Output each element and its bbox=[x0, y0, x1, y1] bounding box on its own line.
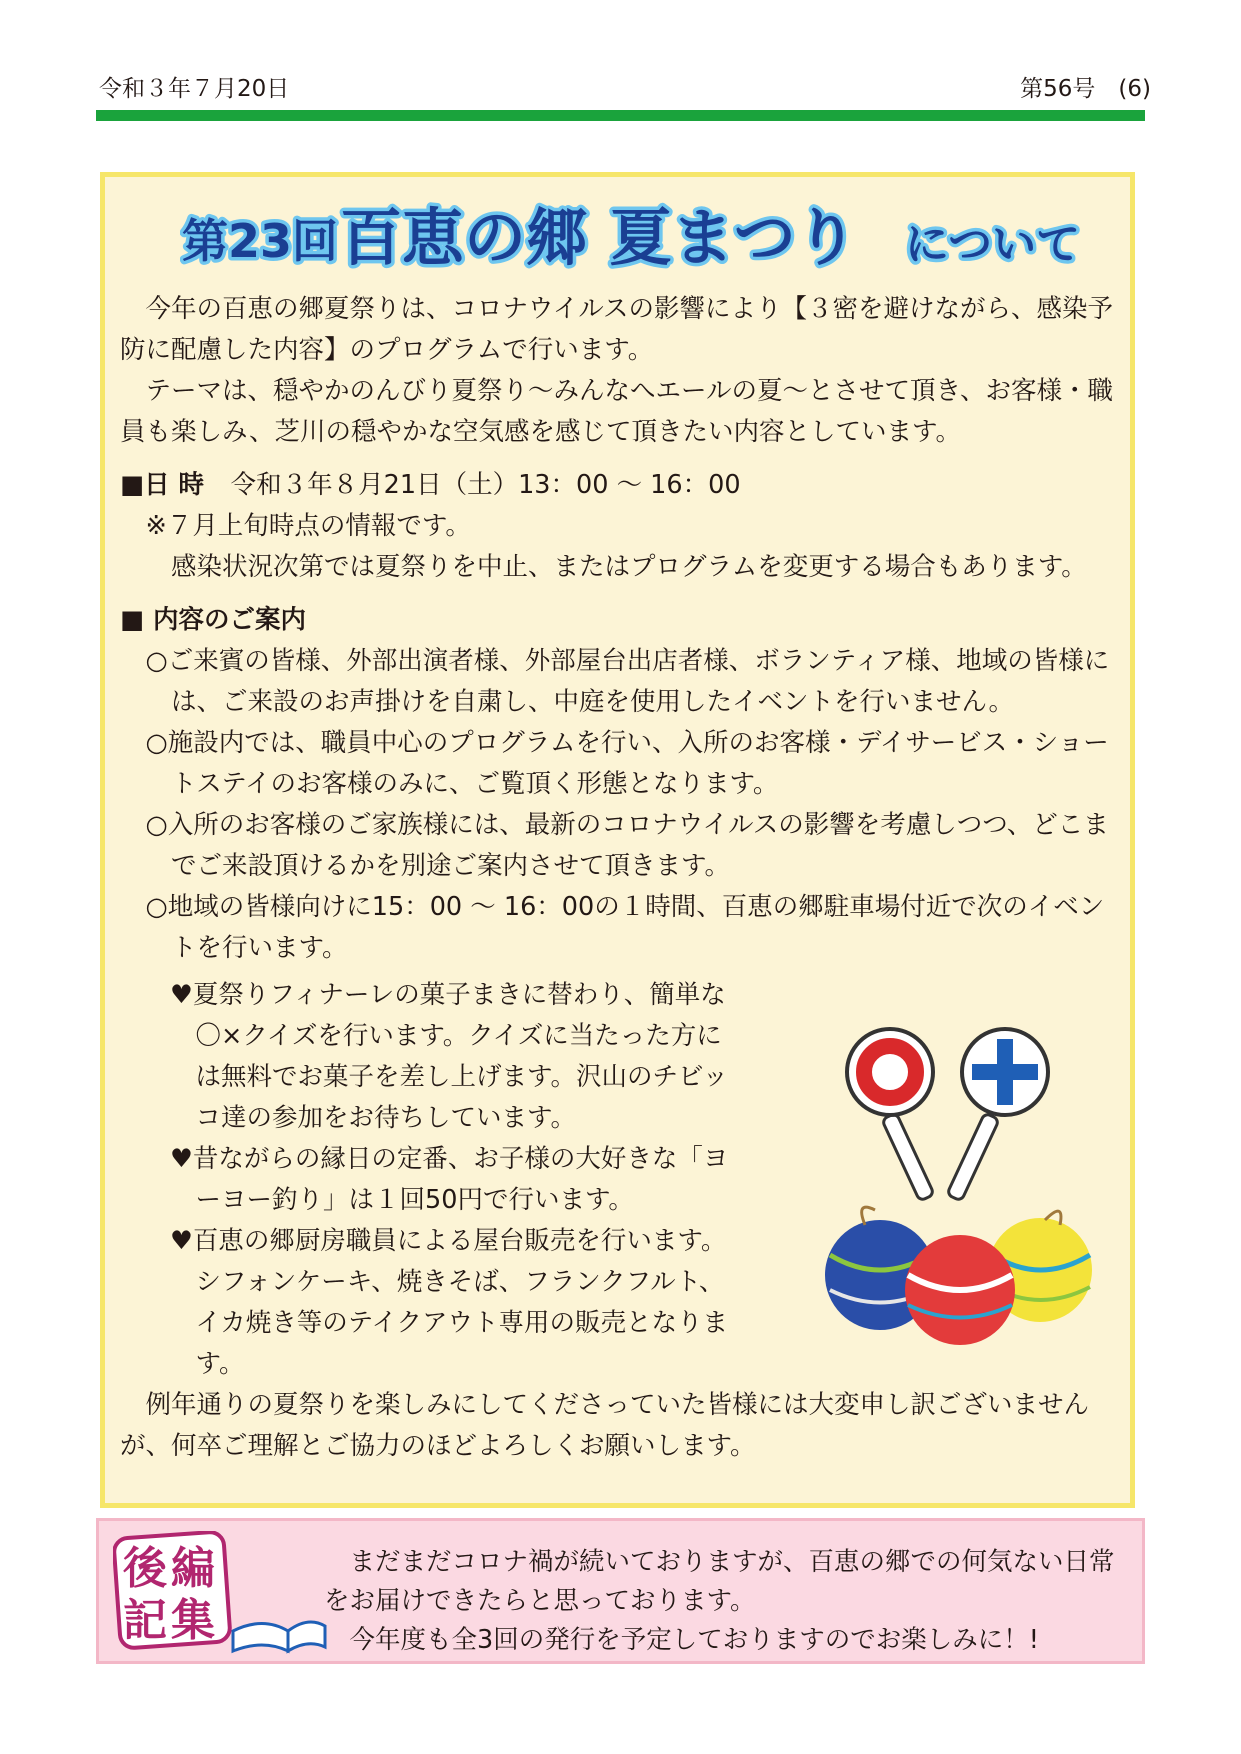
contents-item-1: ○ご来賓の皆様、外部出演者様、外部屋台出店者様、ボランティア様、地域の皆様には、ご来設のお声掛けを自粛し、中庭を使用したイベントを行いません。 bbox=[145, 646, 1110, 717]
event-list bbox=[120, 975, 730, 1385]
contents-item-4: ○地域の皆様向けに15：00 ～ 16：00の１時間、百恵の郷駐車場付近で次のイベントを行います。 bbox=[145, 892, 1105, 963]
datetime-note-2: 感染状況次第では夏祭りを中止、またはプログラムを変更する場合もあります。 bbox=[171, 552, 1087, 582]
title-part2: 百恵の郷 夏まつり bbox=[340, 201, 858, 274]
summer-festival-notice bbox=[100, 172, 1135, 1508]
event-item-1: ♥夏祭りフィナーレの菓子まきに替わり、簡単な〇×クイズを行います。クイズに当たった方には無料でお菓子を差し上げます。沢山のチビッコ達の参加をお待ちしています。 bbox=[170, 980, 728, 1133]
contents-item-2: ○施設内では、職員中心のプログラムを行い、入所のお客様・デイサービス・ショートステイのお客様のみに、ご覧頂く形態となります。 bbox=[145, 728, 1109, 799]
badge-char-3: 記 bbox=[123, 1595, 167, 1646]
title-part1: 第23回 bbox=[182, 214, 339, 268]
editors-note-badge bbox=[113, 1531, 333, 1657]
cross-paddle-icon bbox=[947, 1029, 1048, 1201]
event-item-3: ♥百恵の郷厨房職員による屋台販売を行います。シフォンケーキ、焼きそば、フランクフルト、イカ焼き等のテイクアウト専用の販売となります。 bbox=[170, 1226, 728, 1379]
contents-item-3: ○入所のお客様のご家族様には、最新のコロナウイルスの影響を考慮しつつ、どこまでご来設頂けるかを別途ご案内させて頂きます。 bbox=[145, 810, 1109, 881]
intro-paragraph-2: テーマは、穏やかのんびり夏祭り～みんなへエールの夏～とさせて頂き、お客様・職員も楽しみ、芝川の穏やかな空気感を感じて頂きたい内容としています。 bbox=[120, 376, 1113, 447]
issue-date: 令和３年７月20日 bbox=[99, 76, 290, 102]
quiz-paddles-illustration bbox=[845, 1017, 1065, 1217]
editors-note-line-1: まだまだコロナ禍が続いておりますが、百恵の郷での何気ない日常をお届けできたらと思っております。 bbox=[324, 1547, 1115, 1616]
title-part3: について bbox=[905, 219, 1080, 270]
circle-paddle-icon bbox=[847, 1029, 934, 1201]
notice-title-svg bbox=[180, 187, 1080, 297]
editors-note-text bbox=[324, 1543, 1124, 1660]
event-item-2: ♥昔ながらの縁日の定番、お子様の大好きな「ヨーヨー釣り」は１回50円で行います。 bbox=[170, 1144, 729, 1215]
header-rule bbox=[96, 110, 1145, 121]
water-balloon-icon bbox=[825, 1207, 1092, 1345]
badge-char-2: 編 bbox=[171, 1543, 215, 1594]
badge-char-1: 後 bbox=[123, 1543, 167, 1594]
contents-heading: ■ 内容のご案内 bbox=[120, 605, 306, 635]
datetime-note-1: ※７月上旬時点の情報です。 bbox=[145, 511, 471, 541]
badge-char-4: 集 bbox=[171, 1595, 215, 1646]
water-balloons-illustration bbox=[805, 1195, 1105, 1355]
issue-number: 第56号 (6) bbox=[1020, 76, 1151, 102]
datetime-label: ■日 時 bbox=[120, 470, 204, 500]
editors-note-line-2: 今年度も全3回の発行を予定しておりますのでお楽しみに！! bbox=[349, 1625, 1039, 1655]
intro-paragraph-1: 今年の百恵の郷夏祭りは、コロナウイルスの影響により【３密を避けながら、感染予防に配慮した内容】のプログラムで行います。 bbox=[120, 294, 1113, 365]
closing-paragraph: 例年通りの夏祭りを楽しみにしてくださっていた皆様には大変申し訳ございませんが、何卒ご理解とご協力のほどよろしくお願いします。 bbox=[120, 1390, 1090, 1461]
editors-note bbox=[96, 1518, 1145, 1664]
notice-title bbox=[180, 187, 1080, 297]
datetime-value: 令和３年８月21日（土）13：00 ～ 16：00 bbox=[230, 470, 741, 500]
open-book-icon bbox=[233, 1622, 325, 1651]
datetime-line bbox=[120, 465, 1125, 506]
